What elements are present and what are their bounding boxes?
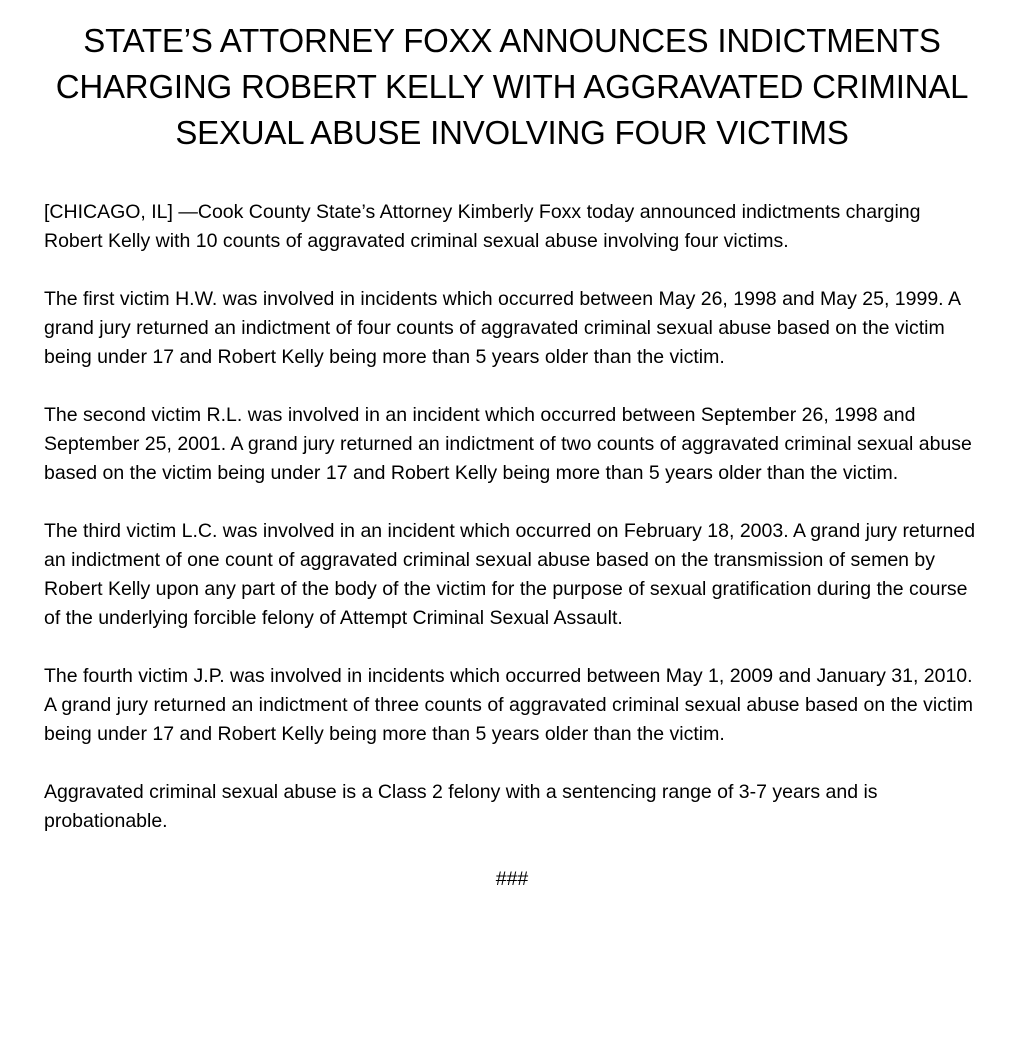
title-line-1: STATE’S ATTORNEY FOXX ANNOUNCES INDICTMENTS — [83, 22, 941, 59]
paragraph-third-victim: The third victim L.C. was involved in an incident which occurred on February 18, 2003. A grand jury returned an indictment of one count of aggravated criminal sexual abuse based on the transmission of semen by Robert Kelly upon any part of the body of the victim for the purpose of sexual gratification during the course of the underlying forcible felony of Attempt Criminal Sexual Assault. — [44, 520, 976, 629]
paragraph-sentencing: Aggravated criminal sexual abuse is a Class 2 felony with a sentencing range of 3-7 years and is probationable. — [44, 781, 878, 832]
title-line-2: CHARGING ROBERT KELLY WITH AGGRAVATED CRIMINAL — [55, 68, 969, 105]
paragraph-fourth-victim: The fourth victim J.P. was involved in incidents which occurred between May 1, 2009 and January 31, 2010. A grand jury returned an indictment of three counts of aggravated criminal sexual abuse based on the victim being under 17 and Robert Kelly being more than 5 years older than the victim. — [44, 665, 973, 745]
press-release-body — [44, 198, 980, 836]
paragraph-intro: [CHICAGO, IL] —Cook County State’s Attorney Kimberly Foxx today announced indictments charging Robert Kelly with 10 counts of aggravated criminal sexual abuse involving four victims. — [44, 201, 921, 252]
paragraph-first-victim: The first victim H.W. was involved in incidents which occurred between May 26, 1998 and May 25, 1999. A grand jury returned an indictment of four counts of aggravated criminal sexual abuse based on the victim being under 17 and Robert Kelly being more than 5 years older than the victim. — [44, 288, 960, 368]
press-release-title — [44, 18, 980, 156]
paragraph-second-victim: The second victim R.L. was involved in an incident which occurred between September 26, 1998 and September 25, 2001. A grand jury returned an indictment of two counts of aggravated criminal sexual abuse based on the victim being under 17 and Robert Kelly being more than 5 years older than the victim. — [44, 404, 972, 484]
title-line-3: SEXUAL ABUSE INVOLVING FOUR VICTIMS — [175, 114, 849, 151]
end-of-release-mark: ### — [495, 868, 529, 890]
